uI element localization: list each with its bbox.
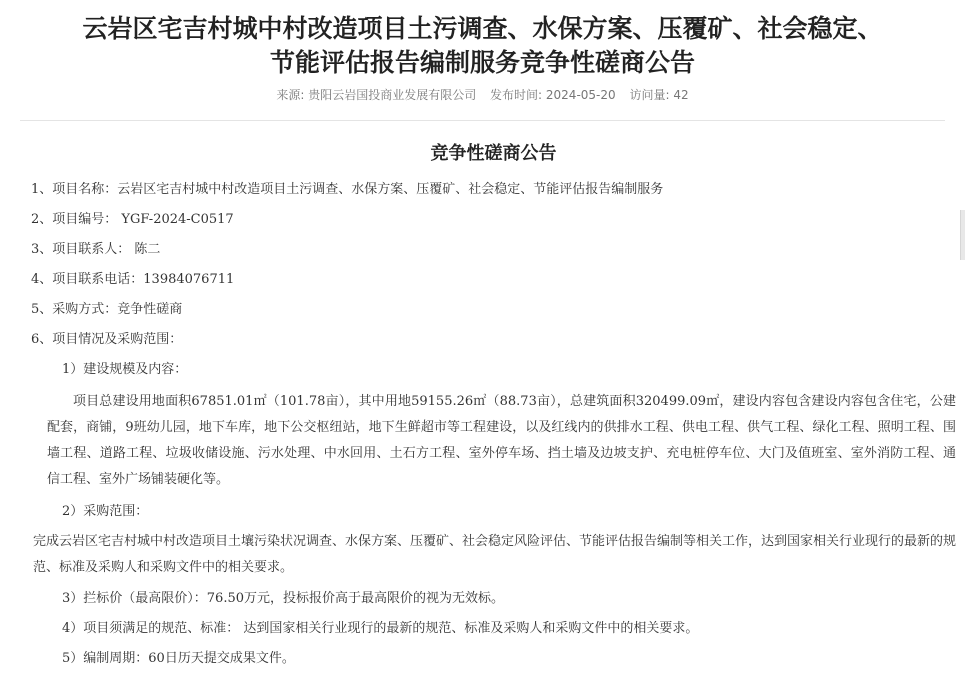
item-contact-person: 3、项目联系人： 陈二 <box>31 242 161 257</box>
scrollbar[interactable] <box>960 210 965 260</box>
item-project-name: 1、项目名称：云岩区宅吉村城中村改造项目土污调查、水保方案、压覆矿、社会稳定、节能评估报告编制服务 <box>31 182 664 197</box>
sub-duration: 5）编制周期：60日历天提交成果文件。 <box>62 651 295 666</box>
item-procurement-method: 5、采购方式：竞争性磋商 <box>31 302 183 317</box>
view-count-text: 访问量: 42 <box>629 88 689 102</box>
publish-time-text: 发布时间: 2024-05-20 <box>490 88 616 102</box>
item-contact-phone: 4、项目联系电话：13984076711 <box>31 272 235 287</box>
sub-construction-title: 1）建设规模及内容： <box>62 362 188 377</box>
item-project-number: 2、项目编号： YGF-2024-C0517 <box>31 212 234 227</box>
source-text: 来源: 贵阳云岩国投商业发展有限公司 <box>276 88 477 102</box>
article-title-line-1: 云岩区宅吉村城中村改造项目土污调查、水保方案、压覆矿、社会稳定、 <box>82 14 883 43</box>
article-body <box>31 140 956 674</box>
sub-procurement-scope-body: 完成云岩区宅吉村城中村改造项目土壤污染状况调查、水保方案、压覆矿、社会稳定风险评估、节能评估报告编制等相关工作，达到国家相关行业现行的最新的规范、标准及采购人和采购文件中的相关要求。 <box>33 534 957 575</box>
sub-standards: 4）项目须满足的规范、标准： 达到国家相关行业现行的最新的规范、标准及采购人和采购文件中的相关要求。 <box>62 621 699 636</box>
sub-construction-body: 项目总建设用地面积67851.01㎡（101.78亩），其中用地59155.26㎡（88.73亩），总建筑面积320499.09㎡，建设内容包含建设内容包含住宅，公建配套，商铺，9班幼儿园，地下车库，地下公交枢纽站，地下生鲜超市等工程建设，以及红线内的供排水工程、供电工程、供气工程、绿化工程、照明工程、围墙工程、道路工程、垃圾收储设施、污水处理、中水回用、土石方工程、室外停车场、挡土墙及边坡支护、充电桩停车位、大门及值班室、室外消防工程、通信工程、室外广场铺装硬化等。 <box>47 394 956 487</box>
header-divider <box>20 120 945 121</box>
notice-heading: 竞争性磋商公告 <box>430 143 557 164</box>
sub-procurement-scope-title: 2）采购范围： <box>62 504 149 519</box>
article-meta <box>0 86 965 103</box>
sub-ceiling-price: 3）拦标价（最高限价）：76.50万元，投标报价高于最高限价的视为无效标。 <box>62 591 504 606</box>
article-title <box>0 0 965 80</box>
article-title-line-2: 节能评估报告编制服务竞争性磋商公告 <box>269 48 695 77</box>
item-project-scope: 6、项目情况及采购范围： <box>31 332 183 347</box>
